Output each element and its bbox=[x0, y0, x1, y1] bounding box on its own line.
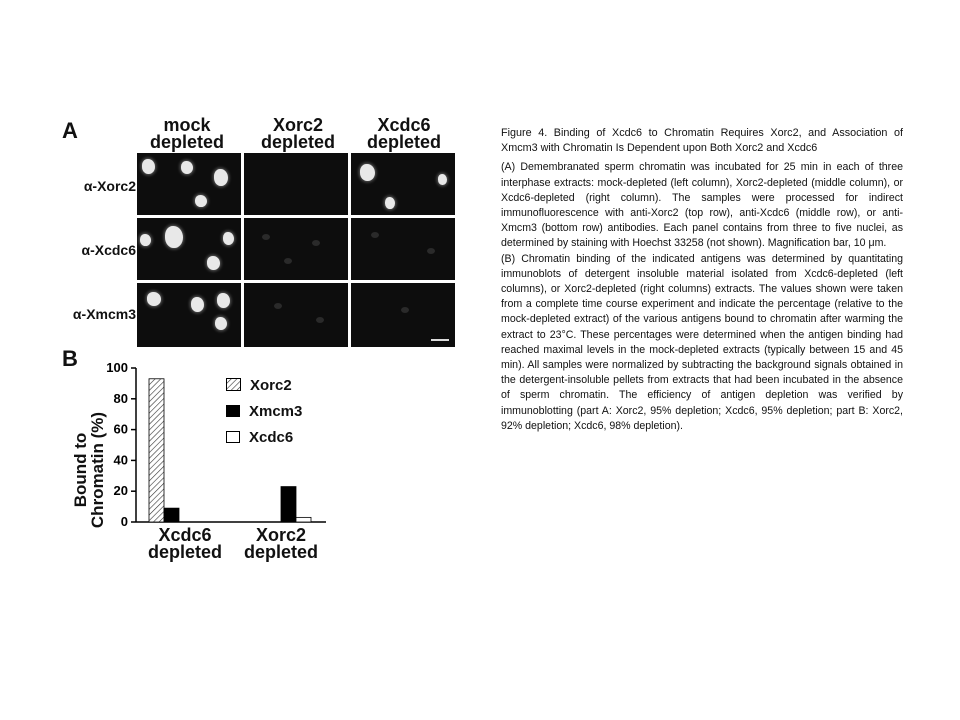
column-header-line2: depleted bbox=[366, 132, 441, 152]
category-label-line1: Xcdc6 bbox=[158, 525, 212, 545]
panel-a-letter: A bbox=[62, 118, 78, 143]
column-header-mock bbox=[137, 117, 237, 151]
micrograph-xcdc6-xcdc6 bbox=[351, 218, 455, 280]
column-header-line1: Xorc2 bbox=[272, 115, 324, 135]
micrograph-xcdc6-xorc2 bbox=[351, 153, 455, 215]
y-tick-label: 80 bbox=[113, 390, 128, 406]
category-label-xorc2-depleted bbox=[226, 527, 336, 561]
magnification-bar bbox=[431, 339, 449, 341]
caption-title: Figure 4. Binding of Xcdc6 to Chromatin Requires Xorc2, and Association of Xmcm3 with Chromatin Is Dependent upon Both Xorc2 and Xcdc6 bbox=[501, 127, 903, 155]
column-header-xcdc6 bbox=[354, 117, 454, 151]
y-tick-label: 40 bbox=[113, 452, 128, 468]
y-axis-title-line1: Bound to bbox=[71, 432, 90, 508]
legend-entry-xmcm3 bbox=[226, 398, 302, 424]
micrograph-xorc2-xorc2 bbox=[244, 153, 348, 215]
column-header-line2: depleted bbox=[149, 132, 224, 152]
category-label-xcdc6-depleted bbox=[130, 527, 240, 561]
bar-xmcm3-xorc2-depleted bbox=[281, 487, 296, 522]
category-label-line2: depleted bbox=[147, 542, 222, 562]
category-label-line2: depleted bbox=[243, 542, 318, 562]
column-header-line1: mock bbox=[163, 115, 211, 135]
micrograph-mock-xmcm3 bbox=[137, 283, 241, 347]
column-header-line2: depleted bbox=[260, 132, 335, 152]
bar-chart bbox=[100, 360, 340, 530]
row-label-anti-xmcm3: α-Xmcm3 bbox=[72, 306, 136, 322]
micrograph-xcdc6-xmcm3 bbox=[351, 283, 455, 347]
y-tick-label: 20 bbox=[113, 483, 128, 499]
y-tick-label: 100 bbox=[106, 360, 128, 375]
row-label-anti-xorc2: α-Xorc2 bbox=[83, 178, 136, 194]
micrograph-grid bbox=[137, 153, 455, 347]
figure-caption bbox=[501, 126, 903, 434]
row-label-anti-xcdc6: α-Xcdc6 bbox=[81, 242, 136, 258]
chart-legend bbox=[226, 372, 302, 450]
column-header-xorc2 bbox=[248, 117, 348, 151]
legend-label: Xcdc6 bbox=[249, 428, 294, 446]
legend-swatch-black bbox=[226, 405, 240, 417]
micrograph-mock-xcdc6 bbox=[137, 218, 241, 280]
caption-paragraph-b: (B) Chromatin binding of the indicated antigens was determined by quantitating immunoblots of detergent insoluble material isolated from Xcdc6-depleted (left columns), or Xorc2-depleted (right columns) extracts. The values shown were taken from a complete time course experiment and indicate the percentage (relative to the mock-depleted extract) of the various antigens bound to chromatin after warming the extract to 23°C. These percentages were determined when the antigen binding had reached maximal levels in the mock-depleted extracts (typically between 15 and 45 min). All samples were normalized by subtracting the background signals obtained in the detergent-insoluble pellets from extracts that had been incubated in the absence of sperm chromatin. The efficiency of antigen depletion was verified by immunoblotting (part A: Xorc2, 95% depletion; Xcdc6, 95% depletion; part B: Xorc2, 92% depletion; Xcdc6, 98% depletion). bbox=[501, 252, 903, 432]
micrograph-xorc2-xmcm3 bbox=[244, 283, 348, 347]
bar-xcdc6-xorc2-depleted bbox=[296, 517, 311, 522]
micrograph-mock-xorc2 bbox=[137, 153, 241, 215]
bar-xmcm3-xcdc6-depleted bbox=[164, 508, 179, 522]
category-label-line1: Xorc2 bbox=[255, 525, 307, 545]
micrograph-xorc2-xcdc6 bbox=[244, 218, 348, 280]
y-tick-label: 0 bbox=[120, 514, 128, 529]
legend-label: Xmcm3 bbox=[249, 402, 303, 420]
legend-entry-xorc2 bbox=[226, 372, 302, 398]
column-header-line1: Xcdc6 bbox=[377, 115, 431, 135]
legend-swatch-hatched bbox=[226, 378, 242, 392]
y-axis-title-line2: Chromatin (%) bbox=[88, 411, 107, 529]
panel-b-letter: B bbox=[62, 346, 78, 371]
y-tick-label: 60 bbox=[113, 421, 128, 437]
legend-swatch-white bbox=[226, 431, 240, 443]
caption-paragraph-a: (A) Demembranated sperm chromatin was incubated for 25 min in each of three interphase extracts: mock-depleted (left column), Xorc2-depleted (middle column), or Xcdc6-depleted (right column). The samples were processed for indirect immunofluorescence with anti-Xorc2 (top row), anti-Xcdc6 (middle row), or anti-Xmcm3 (bottom row) antibodies. Each panel contains from three to five nuclei, as determined by staining with Hoechst 33258 (not shown). Magnification bar, 10 μm. bbox=[501, 161, 903, 250]
legend-entry-xcdc6 bbox=[226, 424, 302, 450]
bar-xorc2-xcdc6-depleted bbox=[149, 379, 164, 522]
legend-label: Xorc2 bbox=[250, 376, 292, 394]
